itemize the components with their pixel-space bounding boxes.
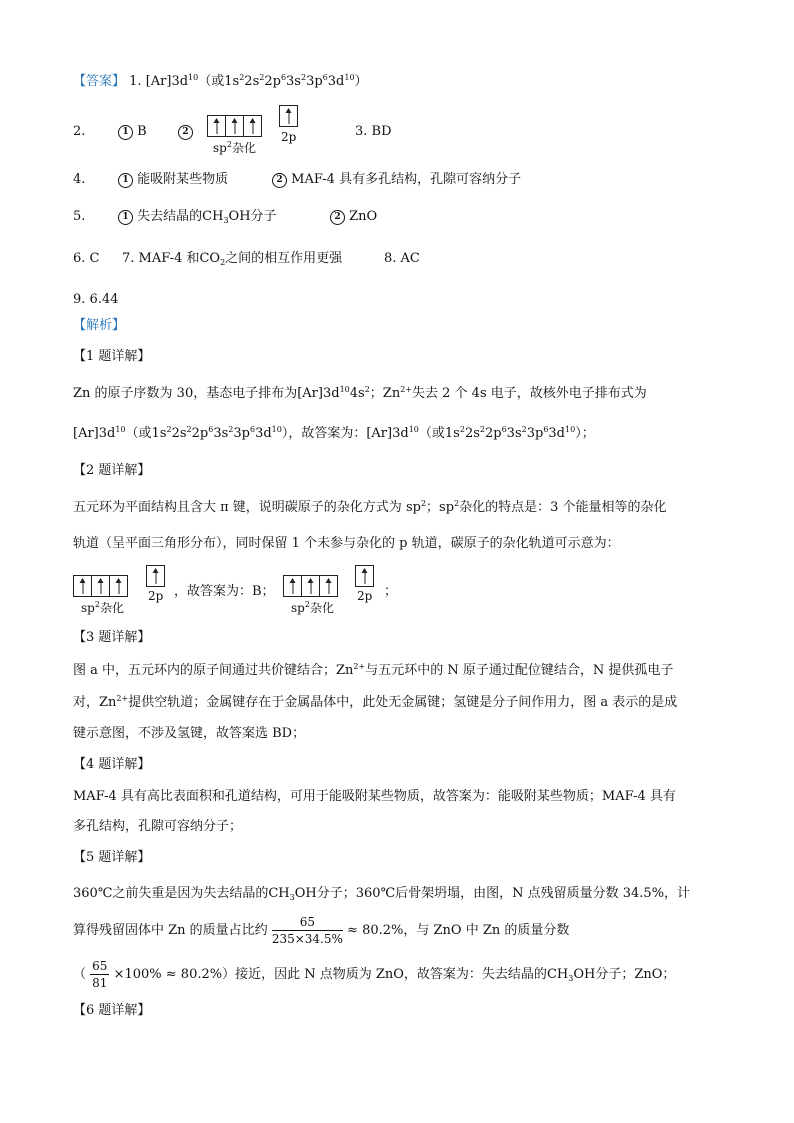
s2-line-3-end: ；: [384, 584, 398, 599]
circled-1: 1: [118, 173, 133, 188]
q5-part2: 2 ZnO: [330, 207, 377, 227]
section-6-title: 【6 题详解】: [73, 1003, 151, 1018]
q4-part1: 1 能吸附某些物质: [118, 170, 228, 190]
s4-line-2: 多孔结构，孔隙可容纳分子；: [73, 819, 243, 834]
up-arrow-icon: [364, 569, 365, 584]
q7-answer: 7. MAF-4 和$CO_2$之间的相互作用更强: [122, 251, 343, 267]
section-1-title: 【1 题详解】: [73, 349, 151, 364]
sp2-label: $sp^2$杂化: [291, 600, 334, 615]
up-arrow-icon: [292, 579, 293, 594]
s3-line-1: 图 a 中，五元环内的原子间通过共价键结合；$Zn^{2+}$与五元环中的 N 原子通过配位键结合，N 提供孤电子: [73, 662, 674, 678]
up-arrow-icon: [118, 579, 119, 594]
q1-config: $[Ar]3d^{10}$: [145, 73, 199, 89]
analysis-tag: 【解析】: [73, 318, 126, 333]
answer-line-2: [73, 122, 85, 142]
orbital-diagram-1: [73, 575, 128, 615]
s5-line-1: 360℃之前失重是因为失去结晶的$CH_3OH$分子；360℃后骨架坍塌，由图，N 点残留质量分数 34.5%，计: [73, 886, 691, 902]
circled-2: 2: [330, 210, 345, 225]
q1-num: 1.: [129, 74, 142, 89]
q2-part1: 1 B: [118, 122, 147, 142]
q1-alt-config: $1s^22s^22p^63s^23p^63d^{10}$: [224, 73, 355, 89]
s5-line-2: 算得残留固体中 Zn 的质量占比约 $\frac{65}{235\times 34.5\%}$ ≈ 80.2%，与 ZnO 中 Zn 的质量分数: [73, 915, 570, 946]
fraction-65-over-81: $\frac{65}{81}$: [92, 959, 108, 990]
up-arrow-icon: [155, 569, 156, 584]
q5-part1: 1 失去结晶的$CH_3OH$分子: [118, 207, 277, 227]
up-arrow-icon: [310, 579, 311, 594]
answer-tag: 【答案】: [73, 74, 126, 89]
circled-1: 1: [118, 125, 133, 140]
s2-line-1: 五元环为平面结构且含大 π 键，说明碳原子的杂化方式为 $sp^2$；$sp^2$杂化的特点是：3 个能量相等的杂化: [73, 499, 667, 515]
s3-line-2: 对，$Zn^{2+}$提供空轨道；金属键存在于金属晶体中，此处无金属键；氢键是分子间作用力，图 a 表示的是成: [73, 694, 678, 710]
circled-2: 2: [178, 125, 193, 140]
orbital-diagram-2: [283, 575, 338, 615]
up-arrow-icon: [252, 119, 253, 134]
q3-answer: 3. BD: [355, 124, 392, 139]
q8-answer: 8. AC: [384, 251, 420, 266]
up-arrow-icon: [100, 579, 101, 594]
s4-line-1: MAF-4 具有高比表面积和孔道结构，可用于能吸附某些物质，故答案为：能吸附某些物质；MAF-4 具有: [73, 789, 676, 804]
q2-num: 2.: [73, 124, 86, 139]
sp2-boxes: [207, 115, 262, 137]
p-orbital-2: [355, 565, 374, 603]
s2-line-2: 轨道（呈平面三角形分布），同时保留 1 个未参与杂化的 p 轨道，碳原子的杂化轨道可示意为：: [73, 536, 620, 551]
circled-2: 2: [272, 173, 287, 188]
q6-answer: 6. C: [73, 251, 100, 266]
p-orbital-answer: [279, 105, 298, 144]
orbital-diagram-answer: [207, 115, 262, 155]
q4-num: 4.: [73, 172, 86, 187]
section-4-title: 【4 题详解】: [73, 757, 151, 772]
sp2-label: $sp^2$杂化: [81, 600, 124, 615]
p-orbital-1: [146, 565, 165, 603]
up-arrow-icon: [288, 109, 289, 124]
2p-label: 2p: [357, 589, 373, 603]
answer-line-6-8: [73, 249, 99, 269]
fraction-65-over-235: $\frac{65}{235\times 34.5\%}$: [271, 915, 343, 946]
q2-part2-mark: [178, 122, 193, 142]
q5-num: 5.: [73, 209, 86, 224]
section-2-title: 【2 题详解】: [73, 463, 151, 478]
up-arrow-icon: [234, 119, 235, 134]
s3-line-3: 键示意图，不涉及氢键，故答案选 BD；: [73, 726, 306, 741]
s2-line-3-mid: ，故答案为：B；: [174, 584, 275, 599]
up-arrow-icon: [216, 119, 217, 134]
circled-1: 1: [118, 210, 133, 225]
answer-line-1: 【答案】 1. $[Ar]3d^{10}$（或$1s^22s^22p^63s^23p^63d^{10}$）: [73, 73, 368, 89]
s1-line-2: $[Ar]3d^{10}$（或$1s^22s^22p^63s^23p^63d^{10}$），故答案为：$[Ar]3d^{10}$（或$1s^22s^22p^63s^23p^63d^{10}$）；: [73, 425, 595, 441]
section-3-title: 【3 题详解】: [73, 630, 151, 645]
sp2-label: $sp^2$杂化: [213, 140, 256, 155]
up-arrow-icon: [82, 579, 83, 594]
s5-line-3: （ $\frac{65}{81}$ ×100% ≈ 80.2%）接近，因此 N 点物质为 ZnO，故答案为：失去结晶的$CH_3OH$分子；ZnO；: [73, 959, 676, 990]
q9-answer: 9. 6.44: [73, 292, 119, 307]
up-arrow-icon: [328, 579, 329, 594]
2p-label: 2p: [281, 130, 297, 144]
s1-line-1: Zn 的原子序数为 30，基态电子排布为$[Ar]3d^{10}4s^2$；$Zn^{2+}$失去 2 个 4s 电子，故核外电子排布式为: [73, 385, 647, 401]
q4-part2: 2 MAF-4 具有多孔结构，孔隙可容纳分子: [272, 170, 521, 190]
section-5-title: 【5 题详解】: [73, 850, 151, 865]
2p-label: 2p: [148, 589, 164, 603]
